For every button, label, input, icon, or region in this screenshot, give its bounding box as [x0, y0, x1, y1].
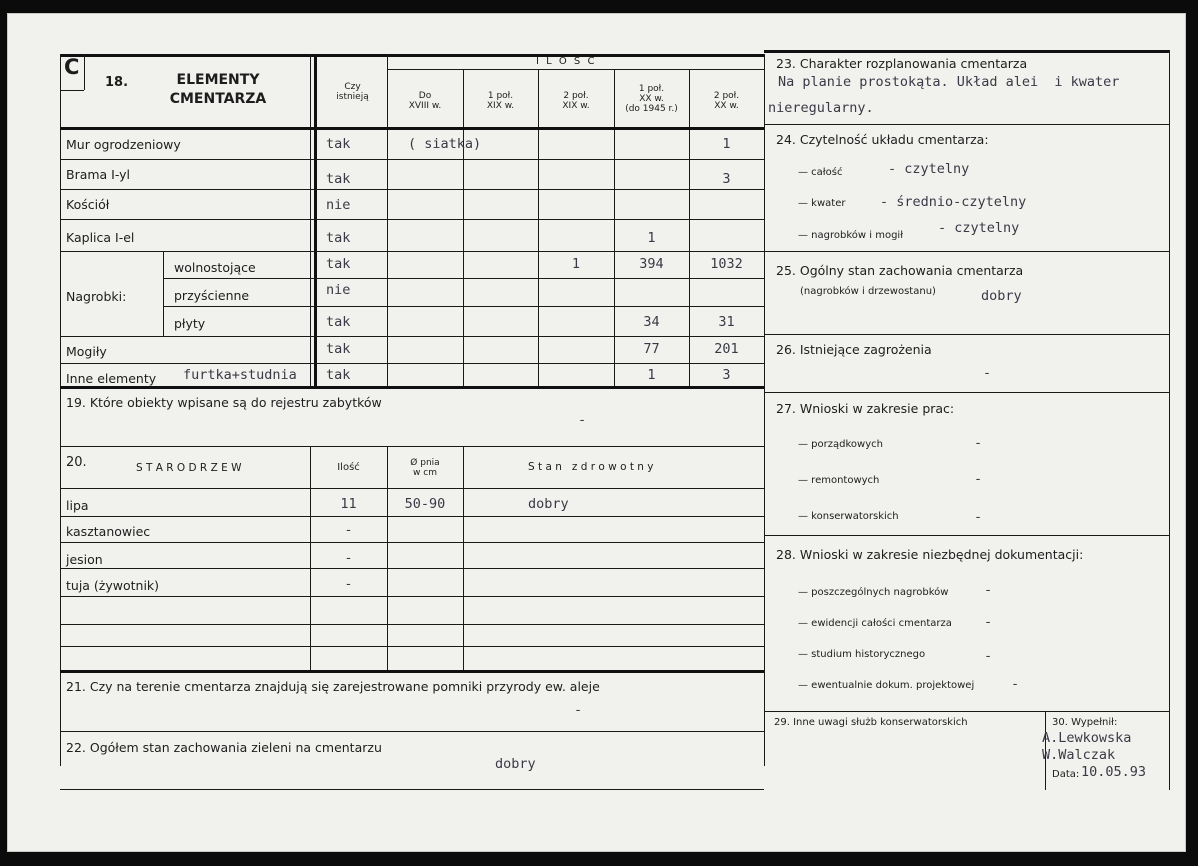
- q27-item-value-2: -: [974, 509, 983, 525]
- q22-label: 22. Ogółem stan zachowania zieleni na cmentarzu: [66, 740, 382, 755]
- q30-date-label: Data:: [1052, 769, 1080, 780]
- tree-name-1: kasztanowiec: [66, 524, 151, 539]
- q27-item-value-1: -: [974, 471, 983, 487]
- row-label-freestanding: wolnostojące: [174, 260, 256, 275]
- row-p5-wall: 1: [722, 136, 731, 152]
- q19-answer: -: [578, 412, 587, 428]
- row-exists-church: nie: [326, 197, 351, 213]
- q28-item-label-2: — studium historycznego: [798, 649, 926, 660]
- q30-date: 10.05.93: [1081, 764, 1147, 780]
- q24-item-label-0: — całość: [798, 167, 843, 178]
- period-header-4: 1 poł. XX w. (do 1945 r.): [625, 84, 678, 114]
- row-p5-freestanding: 1032: [710, 256, 743, 272]
- q24-item-value-2: - czytelny: [938, 220, 1020, 236]
- period-header-5: 2 poł. XX w.: [713, 91, 740, 111]
- period-header-3: 2 poł. XIX w.: [562, 91, 590, 111]
- row-label-wall: Mur ogrodzeniowy: [66, 137, 181, 152]
- q20-col-health: S t a n z d r o w o t n y: [528, 461, 654, 473]
- tree-count-0: 11: [340, 496, 357, 512]
- row-exists-freestanding: tak: [326, 256, 351, 272]
- q30-name1: A.Lewkowska: [1042, 730, 1132, 746]
- q24-item-label-1: — kwater: [798, 198, 846, 209]
- section-number: 18.: [105, 75, 129, 90]
- graves-group-label: Nagrobki:: [66, 289, 127, 304]
- section-title-line2: CMENTARZA: [169, 91, 267, 107]
- row-exists-wallmounted: nie: [326, 282, 351, 298]
- row-p4-other: 1: [647, 367, 656, 383]
- q24-item-label-2: — nagrobków i mogił: [798, 230, 904, 241]
- tree-count-1: -: [344, 522, 353, 538]
- row-label-slabs: płyty: [174, 316, 206, 331]
- q30-name2: W.Walczak: [1042, 747, 1116, 763]
- q20-col-diameter: Ø pnia w cm: [410, 458, 440, 478]
- q21-label: 21. Czy na terenie cmentarza znajdują się zarejestrowane pomniki przyrody ew. aleje: [66, 679, 600, 694]
- tree-name-0: lipa: [66, 498, 89, 513]
- row-label-wallmounted: przyścienne: [174, 288, 250, 303]
- q28-item-value-2: -: [984, 648, 993, 664]
- row-exists-graves: tak: [326, 341, 351, 357]
- q20-number: 20.: [66, 455, 87, 470]
- q20-col-count: Ilość: [337, 462, 360, 473]
- row-exists-slabs: tak: [326, 314, 351, 330]
- q23-line1: Na planie prostokąta. Układ alei i kwater: [778, 74, 1120, 90]
- tree-name-3: tuja (żywotnik): [66, 578, 160, 593]
- tree-name-2: jesion: [66, 552, 103, 567]
- q19-label: 19. Które obiekty wpisane są do rejestru zabytków: [66, 395, 382, 410]
- row-label-graves: Mogiły: [66, 344, 107, 359]
- row-p5-graves: 201: [714, 341, 739, 357]
- q27-item-value-0: -: [974, 435, 983, 451]
- q27-label: 27. Wnioski w zakresie prac:: [776, 401, 955, 416]
- q28-label: 28. Wnioski w zakresie niezbędnej dokumentacji:: [776, 547, 1084, 562]
- row-p4-chapel: 1: [647, 230, 656, 246]
- inventory-card: [7, 13, 1186, 852]
- q20-title: S T A R O D R Z E W: [136, 462, 242, 474]
- ilosc-header: I L O Ś Ć: [536, 56, 597, 67]
- q23-line2: nieregularny.: [768, 100, 874, 116]
- q28-item-label-3: — ewentualnie dokum. projektowej: [798, 680, 975, 691]
- row-extra-other: furtka+studnia: [183, 367, 297, 383]
- tree-health-0: dobry: [528, 496, 569, 512]
- row-p4-slabs: 34: [643, 314, 660, 330]
- q25-label: 25. Ogólny stan zachowania cmentarza: [776, 263, 1024, 278]
- q23-label: 23. Charakter rozplanowania cmentarza: [776, 56, 1028, 71]
- row-exists-chapel: tak: [326, 230, 351, 246]
- q24-label: 24. Czytelność układu cmentarza:: [776, 132, 989, 147]
- q28-item-value-1: -: [984, 614, 993, 630]
- q27-item-label-0: — porządkowych: [798, 439, 883, 450]
- q27-item-label-1: — remontowych: [798, 475, 880, 486]
- q28-item-label-0: — poszczególnych nagrobków: [798, 587, 949, 598]
- row-p5-other: 3: [722, 367, 731, 383]
- col-exists-header: Czy istnieją: [336, 82, 369, 102]
- q28-item-label-1: — ewidencji całości cmentarza: [798, 618, 952, 629]
- row-label-gate: Brama I-yl: [66, 167, 131, 182]
- row-p4-graves: 77: [643, 341, 660, 357]
- row-exists-gate: tak: [326, 171, 351, 187]
- period-header-2: 1 poł. XIX w.: [486, 91, 515, 111]
- tree-count-2: -: [344, 550, 353, 566]
- tree-diam-0: 50-90: [404, 496, 446, 512]
- q24-item-value-0: - czytelny: [888, 161, 970, 177]
- q22-answer: dobry: [495, 756, 536, 772]
- row-note-wall: ( siatka): [408, 136, 482, 152]
- q28-item-value-0: -: [984, 582, 993, 598]
- q24-item-value-1: - średnio-czytelny: [880, 194, 1027, 210]
- q25-value: dobry: [981, 288, 1022, 304]
- row-exists-wall: tak: [326, 136, 351, 152]
- row-p4-freestanding: 394: [639, 256, 664, 272]
- section-title-line1: ELEMENTY: [176, 72, 260, 88]
- q26-label: 26. Istniejące zagrożenia: [776, 342, 932, 357]
- q26-value: -: [983, 365, 992, 381]
- row-p5-slabs: 31: [718, 314, 735, 330]
- q27-item-label-2: — konserwatorskich: [798, 511, 899, 522]
- row-p3-freestanding: 1: [571, 256, 581, 272]
- tree-count-3: -: [344, 576, 353, 592]
- section-letter: C: [64, 55, 80, 79]
- q28-item-value-3: -: [1011, 676, 1020, 692]
- period-header-1: Do XVIII w.: [408, 91, 442, 111]
- row-p5-gate: 3: [722, 171, 731, 187]
- row-label-church: Kościół: [66, 197, 110, 212]
- row-exists-other: tak: [326, 367, 351, 383]
- q21-answer: -: [574, 702, 583, 718]
- q29-label: 29. Inne uwagi służb konserwatorskich: [774, 717, 968, 728]
- row-label-chapel: Kaplica I-el: [66, 230, 135, 245]
- q25-sub: (nagrobków i drzewostanu): [800, 286, 936, 297]
- row-label-other: Inne elementy: [66, 371, 157, 386]
- q30-label: 30. Wypełnił:: [1052, 717, 1118, 728]
